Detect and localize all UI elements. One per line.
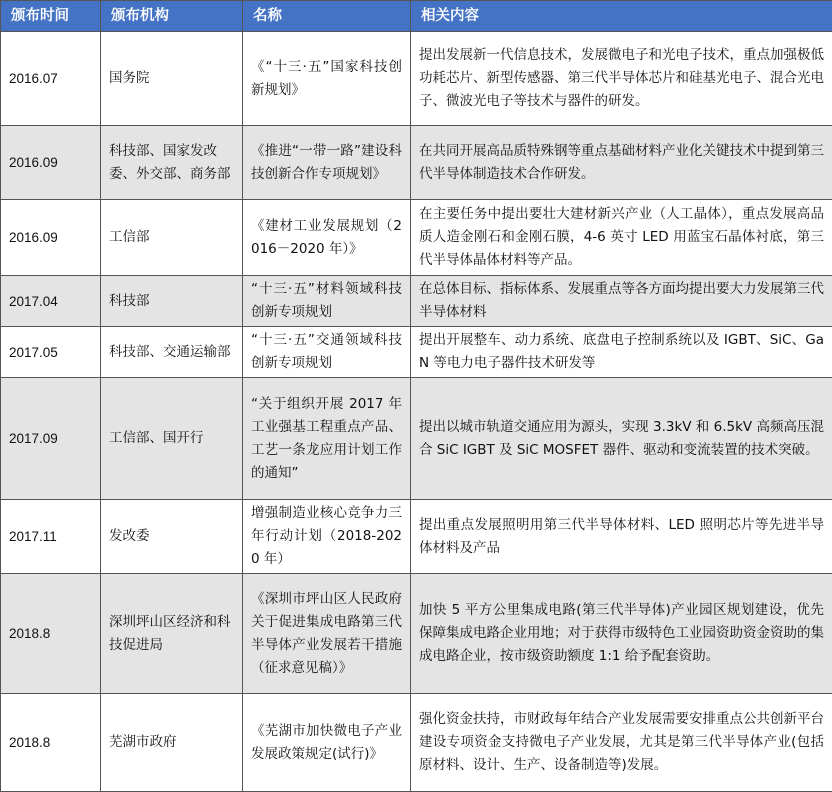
header-content: 相关内容 — [411, 1, 832, 32]
row-date: 2016.09 — [1, 126, 101, 200]
row-agency: 深圳坪山区经济和科技促进局 — [101, 574, 243, 694]
table-row — [1, 500, 832, 574]
table-row — [1, 327, 832, 378]
row-content: 提出重点发展照明用第三代半导体材料、LED 照明芯片等先进半导体材料及产品 — [411, 500, 832, 574]
row-content: 提出开展整车、动力系统、底盘电子控制系统以及 IGBT、SiC、GaN 等电力电子器件技术研发等 — [411, 327, 832, 378]
row-title: 《建材工业发展规划（2016－2020 年）》 — [243, 200, 411, 276]
row-date: 2017.11 — [1, 500, 101, 574]
row-content: 在总体目标、指标体系、发展重点等各方面均提出要大力发展第三代半导体材料 — [411, 276, 832, 327]
row-title: “关于组织开展 2017 年工业强基工程重点产品、工艺一条龙应用计划工作的通知” — [243, 378, 411, 500]
row-agency: 国务院 — [101, 32, 243, 126]
row-date: 2017.04 — [1, 276, 101, 327]
table-header-row — [1, 1, 832, 32]
table-row — [1, 32, 832, 126]
header-date: 颁布时间 — [1, 1, 101, 32]
table-row — [1, 200, 832, 276]
row-agency: 发改委 — [101, 500, 243, 574]
row-content: 提出以城市轨道交通应用为源头，实现 3.3kV 和 6.5kV 高频高压混合 SiC IGBT 及 SiC MOSFET 器件、驱动和变流装置的技术突破。 — [411, 378, 832, 500]
row-title: 《芜湖市加快微电子产业发展政策规定(试行)》 — [243, 694, 411, 792]
table-row — [1, 574, 832, 694]
row-content: 加快 5 平方公里集成电路(第三代半导体)产业园区规划建设，优先保障集成电路企业用地；对于获得市级特色工业园资助资金资助的集成电路企业，按市级资助额度 1:1 给予配套资助。 — [411, 574, 832, 694]
row-agency: 工信部、国开行 — [101, 378, 243, 500]
row-agency: 工信部 — [101, 200, 243, 276]
row-agency: 科技部、国家发改委、外交部、商务部 — [101, 126, 243, 200]
row-title: 《深圳市坪山区人民政府关于促进集成电路第三代半导体产业发展若干措施（征求意见稿）》 — [243, 574, 411, 694]
row-title: 《“十三·五”国家科技创新规划》 — [243, 32, 411, 126]
table-row — [1, 694, 832, 792]
row-title: 《推进“一带一路”建设科技创新合作专项规划》 — [243, 126, 411, 200]
row-title: “十三·五”材料领域科技创新专项规划 — [243, 276, 411, 327]
row-content: 强化资金扶持，市财政每年结合产业发展需要安排重点公共创新平台建设专项资金支持微电子产业发展，尤其是第三代半导体产业(包括原材料、设计、生产、设备制造等)发展。 — [411, 694, 832, 792]
table-row — [1, 126, 832, 200]
row-content: 在主要任务中提出要壮大建材新兴产业（人工晶体），重点发展高品质人造金刚石和金刚石膜，4-6 英寸 LED 用蓝宝石晶体衬底，第三代半导体晶体材料等产品。 — [411, 200, 832, 276]
row-title: “十三·五”交通领域科技创新专项规划 — [243, 327, 411, 378]
row-date: 2018.8 — [1, 694, 101, 792]
row-date: 2017.05 — [1, 327, 101, 378]
table-row — [1, 276, 832, 327]
row-date: 2017.09 — [1, 378, 101, 500]
row-date: 2018.8 — [1, 574, 101, 694]
row-content: 提出发展新一代信息技术，发展微电子和光电子技术，重点加强极低功耗芯片、新型传感器、第三代半导体芯片和硅基光电子、混合光电子、微波光电子等技术与器件的研发。 — [411, 32, 832, 126]
row-agency: 科技部、交通运输部 — [101, 327, 243, 378]
row-agency: 科技部 — [101, 276, 243, 327]
row-date: 2016.09 — [1, 200, 101, 276]
row-agency: 芜湖市政府 — [101, 694, 243, 792]
table-row — [1, 378, 832, 500]
row-title: 增强制造业核心竞争力三年行动计划（2018-2020 年） — [243, 500, 411, 574]
row-content: 在共同开展高品质特殊钢等重点基础材料产业化关键技术中提到第三代半导体制造技术合作研发。 — [411, 126, 832, 200]
row-date: 2016.07 — [1, 32, 101, 126]
header-title: 名称 — [243, 1, 411, 32]
header-agency: 颁布机构 — [101, 1, 243, 32]
